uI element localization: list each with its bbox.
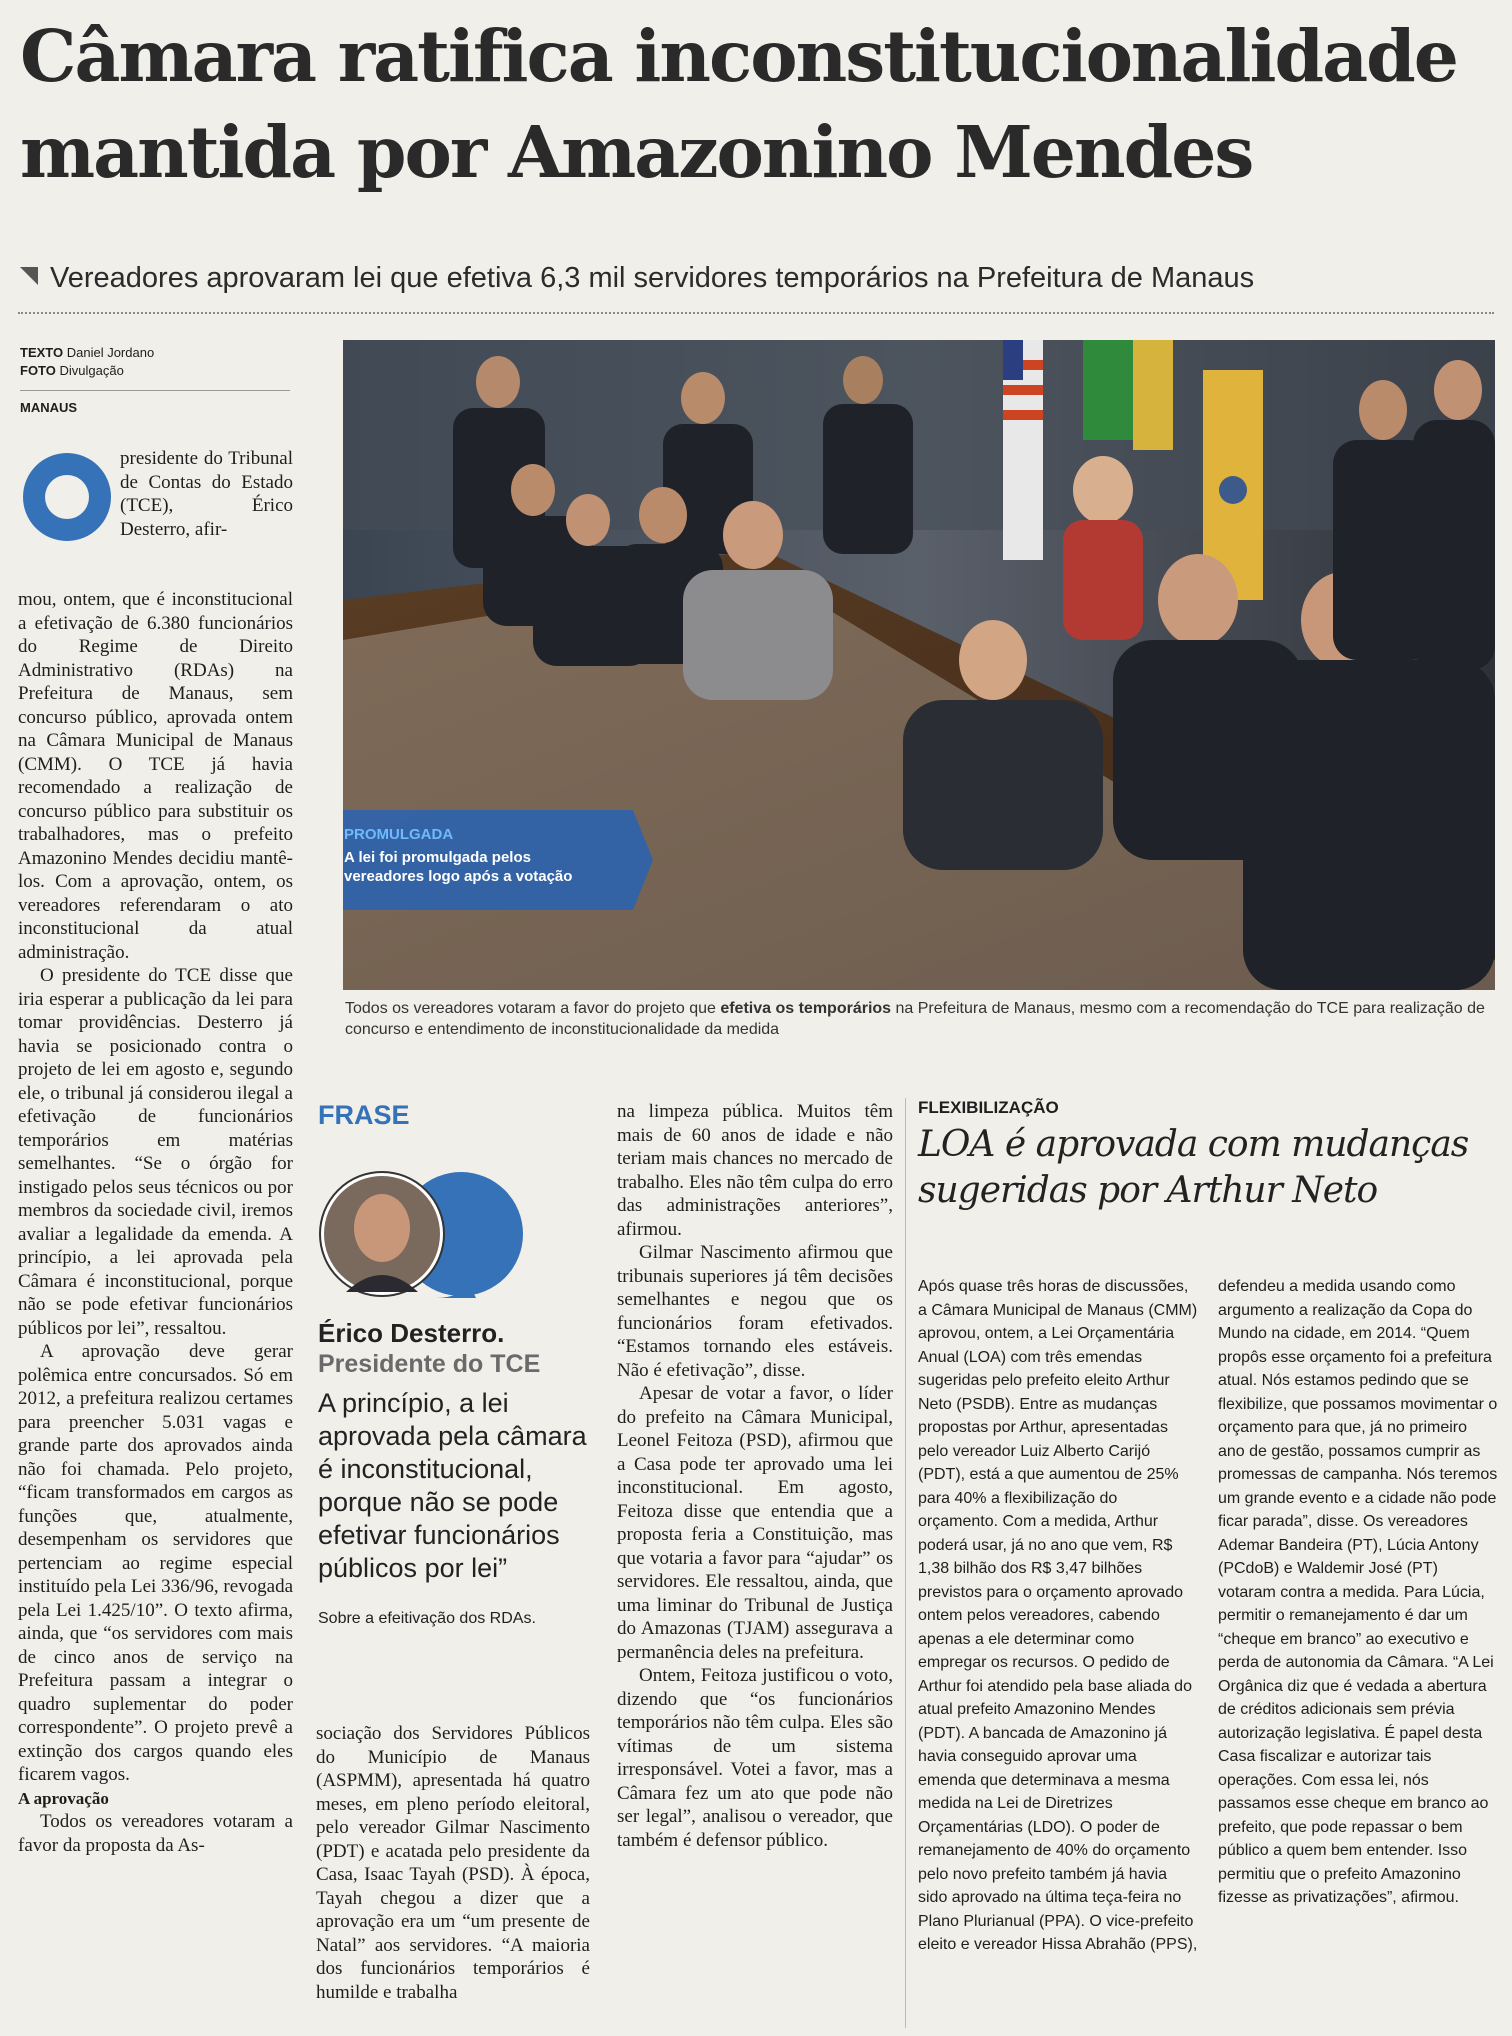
quote-context: Sobre a efeitivação dos RDAs.	[318, 1610, 536, 1627]
photo-caption-after: na Prefeitura de Manaus, mesmo com a recomendação do TCE para realização de concurso e entendimento de inconstitucionalidade da medida	[345, 1000, 1485, 1038]
article-paragraph: Apesar de votar a favor, o líder do prefeito na Câmara Municipal, Leonel Feitoza (PSD), afirmou que a Casa pode ter aprovado uma lei inconstitucional. Em agosto, Feitoza disse que entendia que a proposta feria a Constituição, mas que votaria a favor para “ajudar” os servidores. Ele ressaltou, ainda, que uma liminar do Tribunal de Justiça do Amazonas (TJAM) assegurava a permanência deles na prefeitura.	[617, 1383, 893, 1663]
sidebar-title: LOA é aprovada com mudanças sugeridas por Arthur Neto	[918, 1124, 1469, 1211]
dropcap-o-icon	[20, 450, 114, 544]
photo-box-text: A lei foi promulgada pelos vereadores logo após a votação	[344, 849, 573, 885]
subhead	[20, 262, 1500, 295]
photo-label: FOTO	[20, 363, 56, 378]
credits	[20, 344, 300, 380]
article-paragraph: O presidente do TCE disse que iria esperar a publicação da lei para tomar providências. Desterro já havia se posicionado contra o projeto de lei em agosto e, segundo ele, o tribunal já considerou ilegal a efetivação de funcionários temporários em matérias semelhantes. “Se o órgão for instigado pelos seus técnicos ou por membros da sociedade civil, iremos avaliar a legalidade da emenda. A princípio, a lei aprovada pela Câmara é inconstitucional, porque não se pode efetivar funcionários públicos por lei”, ressaltou.	[18, 965, 293, 1339]
location: MANAUS	[20, 400, 78, 415]
article-lead-rest: mou, ontem, que é inconstitucional a efetivação de 6.380 funcionários do Regime de Direito Administrativo (RDAs) na Prefeitura de Manaus, sem concurso público, aprovada ontem na Câmara Municipal de Manaus (CMM). O TCE já havia recomendado a realização de concurso público para substituir os trabalhadores, mas o prefeito Amazonino Mendes decidiu mantê-los. Com a aprovação, ontem, os vereadores referendaram o ato inconstitucional da atual administração.	[18, 589, 293, 963]
article-paragraph: Ontem, Feitoza justificou o voto, dizendo que “os funcionários temporários não têm culpa. Eles são vítimas de um sistema irresponsável. Votei a favor, mas a Câmara fez um ato que pode não ser legal”, analisou o vereador, que também é defensor público.	[617, 1665, 893, 1851]
quote-text: A princípio, a lei aprovada pela câmara é inconstitucional, porque não se pode efetivar funcionários públicos por lei”	[318, 1388, 587, 1583]
quote-author-name: Érico Desterro.	[318, 1318, 505, 1348]
headline-line-2: mantida por Amazonino Mendes	[20, 110, 1253, 194]
article-paragraph: na limpeza pública. Muitos têm mais de 60 anos de idade e não teriam mais chances no mercado de trabalho. Eles não têm culpa do erro das administrações anteriores”, afirmou.	[617, 1101, 893, 1240]
header-divider	[18, 312, 1494, 314]
article-paragraph: Gilmar Nascimento afirmou que tribunais superiores já têm decisões semelhantes e negou que os funcionários foram efetivados. “Estamos tornando eles estáveis. Não é efetivação”, disse.	[617, 1242, 893, 1381]
article-subtitle: A aprovação	[18, 1788, 109, 1808]
text-label: TEXTO	[20, 345, 64, 360]
news-photo	[343, 340, 1495, 990]
photo-caption-before: Todos os vereadores votaram a favor do projeto que	[345, 1000, 721, 1017]
article-lead-first: presidente do Tribunal de Contas do Estado (TCE), Érico Desterro, afir-	[120, 448, 293, 540]
council-session-photo	[343, 340, 1495, 990]
sidebar-label: FLEXIBILIZAÇÃO	[918, 1098, 1059, 1117]
article-column-2	[316, 1722, 590, 2004]
sidebar-column-1	[918, 1275, 1198, 1957]
photo-caption	[345, 998, 1495, 1040]
sidebar-paragraph: Após quase três horas de discussões, a Câmara Municipal de Manaus (CMM) aprovou, ontem, a Lei Orçamentária Anual (LOA) com três emendas sugeridas pelo prefeito eleito Arthur Neto (PSDB). Entre as mudanças propostas por Arthur, apresentadas pelo vereador Luiz Alberto Carijó (PDT), está a que aumentou de 25% para 40% a flexibilização do orçamento. Com a medida, Arthur poderá usar, já no ano que vem, R$ 1,38 bilhão dos R$ 3,47 bilhões previstos para o orçamento aprovado ontem pelos vereadores, cabendo apenas a ele determinar como empregar os recursos. O pedido de Arthur foi atendido pela base aliada do atual prefeito Amazonino Mendes (PDT). A bancada de Amazonino já havia conseguido aprovar uma emenda que determinava a mesma medida na Lei de Diretrizes Orçamentárias (LDO). O poder de remanejamento de 40% do orçamento pelo novo prefeito também já havia sido aprovado na última teça-feira no Plano Plurianual (PPA). O vice-prefeito eleito e vereador Hissa Abrahão (PPS),	[918, 1278, 1198, 1953]
triangle-bullet-icon	[20, 267, 38, 285]
subhead-text: Vereadores aprovaram lei que efetiva 6,3 mil servidores temporários na Prefeitura de Manaus	[50, 262, 1255, 294]
article-column-1	[18, 588, 293, 1857]
portrait-avatar	[316, 1168, 526, 1308]
photo-author: Divulgação	[59, 363, 124, 378]
article-paragraph: Todos os vereadores votaram a favor da proposta da As-	[18, 1811, 293, 1856]
headline-line-1: Câmara ratifica inconstitucionalidade	[20, 14, 1457, 98]
headline	[20, 8, 1500, 200]
photo-box-title: PROMULGADA	[344, 826, 454, 843]
sidebar-divider	[905, 1098, 906, 2028]
article-paragraph: sociação dos Servidores Públicos do Município de Manaus (ASPMM), apresentada há quatro meses, em pleno período eleitoral, pelo vereador Gilmar Nascimento (PDT) e acatada pelo presidente da Casa, Isaac Tayah (PSD). À época, Tayah chegou a dizer que a aprovação era um “um presente de Natal” aos servidores. “A maioria dos funcionários temporários é humilde e trabalha	[316, 1723, 590, 2003]
credits-divider	[20, 390, 290, 391]
frase-label: FRASE	[318, 1100, 410, 1130]
quote-author-role: Presidente do TCE	[318, 1350, 541, 1378]
sidebar-paragraph: defendeu a medida usando como argumento a realização da Copa do Mundo na cidade, em 2014. “Quem propôs esse orçamento foi a prefeitura atual. Nós estamos pedindo que se flexibilize, que possamos movimentar o orçamento para que, já no primeiro ano de gestão, possamos cumprir as promessas de campanha. Nós teremos um grande evento e a cidade não pode ficar parada”, disse. Os vereadores Ademar Bandeira (PT), Lúcia Antony (PCdoB) e Waldemir José (PT) votaram contra a medida. Para Lúcia, permitir o remanejamento é dar um “cheque em branco” ao executivo e perda de autonomia da Câmara. “A Lei Orgânica diz que é vedada a abertura de créditos adicionais sem prévia autorização legislativa. É papel desta Casa fiscalizar e autorizar tais operações. Com essa lei, nós passamos esse cheque em branco ao prefeito, que pode repassar o bem público a quem bem entender. Isso permitiu que o prefeito Amazonino fizesse as privatizações”, afirmou.	[1218, 1278, 1498, 1906]
article-paragraph: A aprovação deve gerar polêmica entre concursados. Só em 2012, a prefeitura realizou certames para preencher 5.031 vagas e grande parte dos aprovados ainda não foi chamada. Pelo projeto, “ficam transformados em cargos as funções que, atualmente, desempenham os servidores que pertenciam ao regime especial instituído pela Lei 336/96, revogada pela Lei 1.425/10”. O texto afirma, ainda, que “os servidores com mais de cinco anos de serviço na Prefeitura passam a integrar o quadro suplementar do poder correspondente”. O projeto prevê a extinção dos cargos quando eles ficarem vagos.	[18, 1341, 293, 1785]
article-column-3	[617, 1100, 893, 1852]
sidebar-column-2	[1218, 1275, 1498, 1910]
text-author: Daniel Jordano	[66, 345, 155, 360]
photo-caption-bold: efetiva os temporários	[720, 1000, 892, 1017]
